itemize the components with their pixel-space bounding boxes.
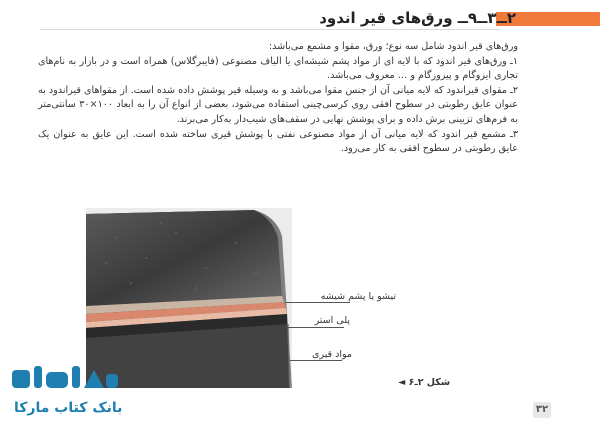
label-polyester: پلی استر	[314, 315, 350, 326]
callout-line-polyester	[288, 327, 344, 328]
intro-paragraph: ورق‌های قیر اندود شامل سه نوع؛ ورق، مقوا و مشمع می‌باشد:	[268, 41, 518, 52]
marka-logo-icon	[10, 364, 120, 390]
callout-line-bitumen	[290, 360, 342, 361]
paragraph-cardboard: ۲ـ مقوای قیراندود که لایه میانی آن از جنس مقوا می‌باشد و به وسیله قیر پوشش داده شده است. از مقواهای قیراندود به عنوان عایق رطوبتی در سطوح افقی روی کرسی‌چینی استفاده می‌شود، بعضی از انواع آن را به ابعاد ۱۰۰×۳۰ سانتی‌متر به فرم‌های تزیینی برش داده و برای پوشش نهایی در سقف‌های شیب‌دار به‌کار می‌برند.	[38, 84, 519, 125]
paragraph-membrane: ۳ـ مشمع قیر اندود که لایه میانی آن از مواد مصنوعی نفتی با پوشش قیری ساخته شده است. این عایق به عنوان یک عایق رطوبتی در سطوح افقی به کار می‌رود.	[38, 128, 518, 155]
figure-caption: شکل ۲ـ۶ ◄	[398, 377, 451, 388]
paragraph-sheet: ۱ـ ورق‌های قیر اندود که با لایه ای از مواد پشم شیشه‌ای یا الیاف مصنوعی (فایبرگلاس) همراه است و در بازار به نام‌های تجاری ایزوگام و پیروزگام و … معروف می‌باشد.	[38, 55, 518, 82]
watermark-text: بانک کتاب مارکا	[14, 400, 123, 416]
section-title: ۲ــ۳ــ۹ــ ورق‌های قیر اندود	[319, 9, 516, 27]
page-number: ۳۲	[533, 402, 551, 418]
layered-sheet-figure	[86, 208, 292, 388]
label-fiberglass: تیشو یا پشم شیشه	[320, 291, 396, 302]
callout-line-fiberglass	[286, 302, 350, 303]
title-divider	[40, 29, 500, 30]
label-bitumen: مواد قیری	[312, 349, 352, 360]
body-text	[38, 40, 518, 157]
